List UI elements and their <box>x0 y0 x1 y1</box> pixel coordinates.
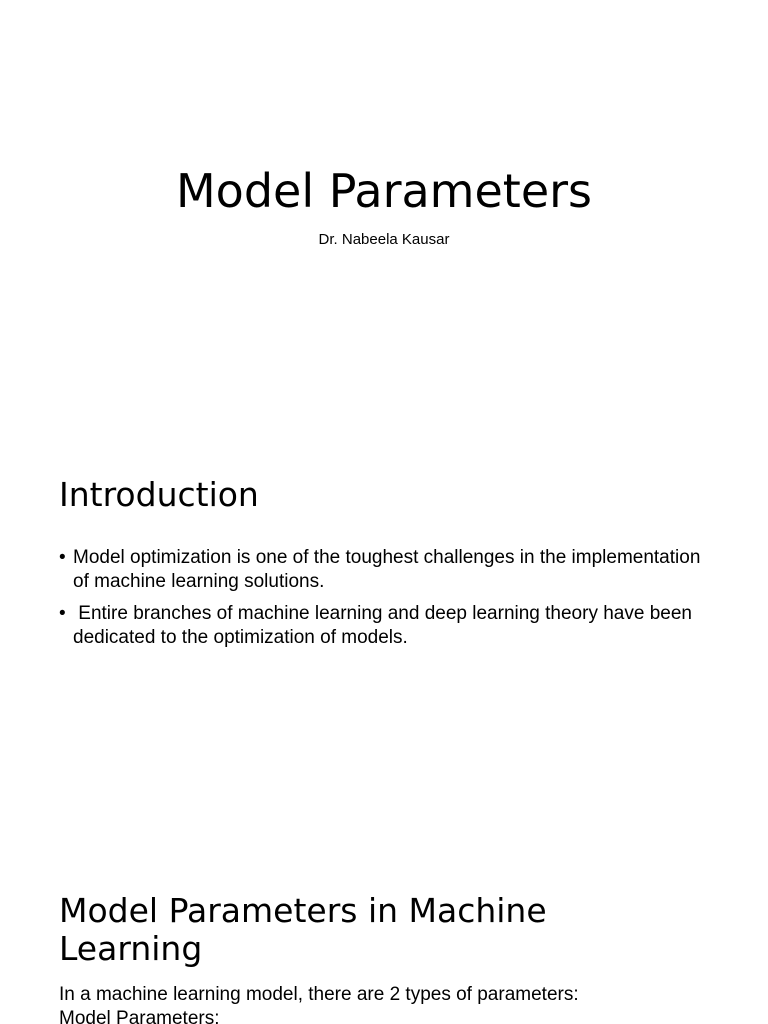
body-paragraph: In a machine learning model, there are 2 types of parameters: <box>59 984 579 1005</box>
bullet-list <box>59 546 709 658</box>
bullet-text: Model optimization is one of the toughest challenges in the implementation of machine learning solutions. <box>73 547 701 592</box>
presentation-title: Model Parameters <box>175 164 593 218</box>
introduction-slide <box>0 400 768 832</box>
bullet-item <box>59 546 709 594</box>
bullet-icon: • <box>59 603 66 624</box>
bullet-text: Entire branches of machine learning and deep learning theory have been dedicated to the optimization of models. <box>73 603 698 648</box>
body-paragraph: Model Parameters: <box>59 1008 220 1024</box>
bullet-icon: • <box>59 547 66 568</box>
slide-heading: Introduction <box>59 475 259 514</box>
model-parameters-slide <box>0 832 768 1024</box>
bullet-item <box>59 602 709 650</box>
title-slide <box>0 0 768 400</box>
slide-heading: Model Parameters in Machine Learning <box>59 891 547 968</box>
author-name: Dr. Nabeela Kausar <box>318 231 450 248</box>
